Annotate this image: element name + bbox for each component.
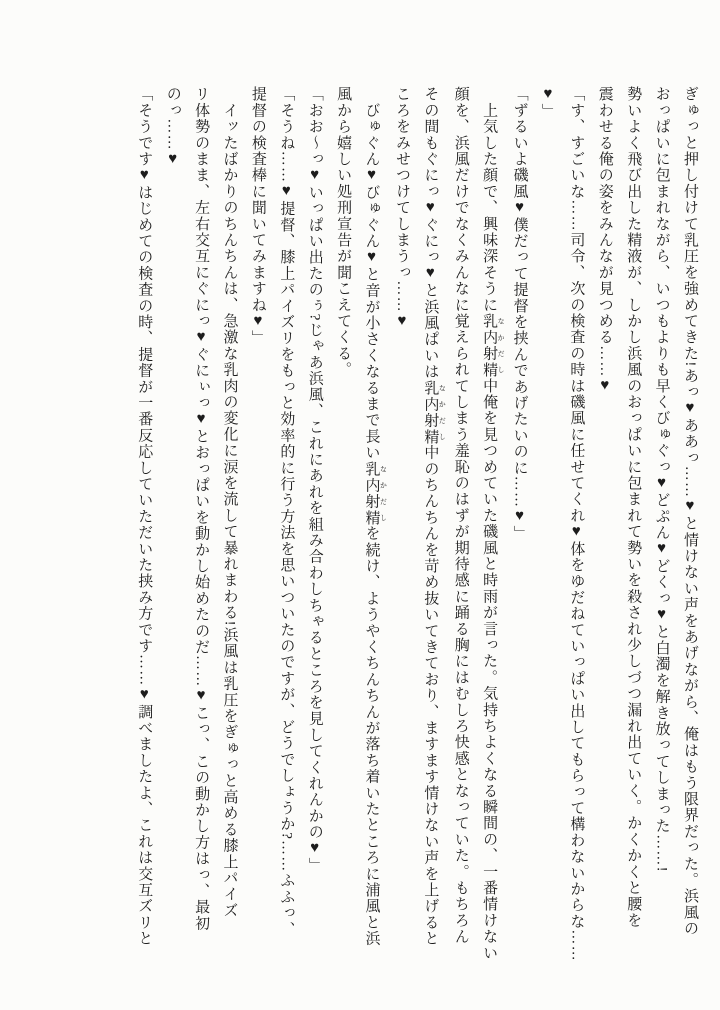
text-column: 顔を、浜風だけでなくみんなに覚えられてしまう羞恥のはずが期待感に踊る胸にはむしろ快感となっていた。もちろん (452, 86, 469, 945)
text-column: 勢いよく飛び出した精液が、しかし浜風のおっぱいに包まれて勢いを殺され少しづつ漏れ出ていく。かくかくと腰を (625, 86, 642, 929)
ruby-annotated-word: 乳内射精 なかだし (422, 379, 447, 445)
text-column: 「そうです♥はじめての検査の時、提督が一番反応していただいた挟み方です……♥調べましたよ、これは交互ズリと (136, 86, 153, 947)
text-column: 「す、すごいな……司令、次の検査の時は磯風に任せてくれ♥体をゆだねていっぱい出してもらって構わないからな…… (568, 86, 585, 962)
text-column: その間もぐにっ♥ぐにっ♥と浜風ぱいは乳内射精 なかだし中のちんちんを苛め抜いてきており、ますます情けない声を上げると (422, 86, 447, 947)
text-column: おっぱいに包まれながら、いつもよりも早くびゅぐっ♥どぷん♥どくっ♥と白濁を解き放ってしまった……! (653, 86, 670, 873)
text-column: ぎゅっと押し付けて乳圧を強めてきた!あっ♥ああっ……♥と情けない声をあげながら、俺はもう限界だった。浜風の (682, 86, 698, 937)
text-column: 上気した顔で、興味深そうに乳内射精 なかだし中俺を見つめていた磯風と時雨が言った。気持ちよくなる瞬間の、一番情けない (481, 86, 506, 961)
vertical-text-block (130, 86, 704, 962)
ruby-annotated-word: 乳内射精 なかだし (363, 460, 388, 526)
text-column: リ体勢のまま、左右交互にぐにっ♥ぐにぃっ♥とおっぱいを動かし始めたのだ……♥こっ、この動かし方はっ、最初 (193, 86, 210, 932)
text-column: 「おお〜っ♥いっぱい出たのぅ?じゃあ浜風、これにあれを組み合わしちゃるところを見してくれんかの♥」 (306, 86, 323, 874)
text-column: 風から嬉しい処刑宣告が聞こえてくる。 (335, 86, 352, 378)
text-column: 「そうね……♥提督、膝上パイズリをもっと効率的に行う方法を思いついたのですが、どうでしょうか?……ふふっ、 (278, 86, 295, 938)
text-column: びゅぐん♥びゅぐん♥と音が小さくなるまで長い乳内射精 なかだしを続け、ようやくちんちんが落ち着いたところに浦風と浜 (363, 86, 388, 947)
ruby-annotated-word: 乳内射精 なかだし (481, 312, 506, 378)
text-column: 「ずるいよ磯風♥僕だって提督を挟んであげたいのに……♥」 (511, 86, 528, 542)
text-column: 提督の検査棒に聞いてみますね♥」 (249, 86, 266, 347)
text-column: ♥」 (539, 86, 556, 120)
text-column: のっ……♥ (164, 86, 181, 168)
text-column: 震わせる俺の姿をみんなが見つめる……♥ (596, 86, 613, 395)
text-column: イッたばかりのちんちんは、急激な乳肉の変化に涙を流して暴れまわる!浜風は乳圧をぎゅっと高める膝上パイズ (221, 86, 238, 919)
text-column: ころをみせつけてしまうっ……♥ (393, 86, 410, 330)
